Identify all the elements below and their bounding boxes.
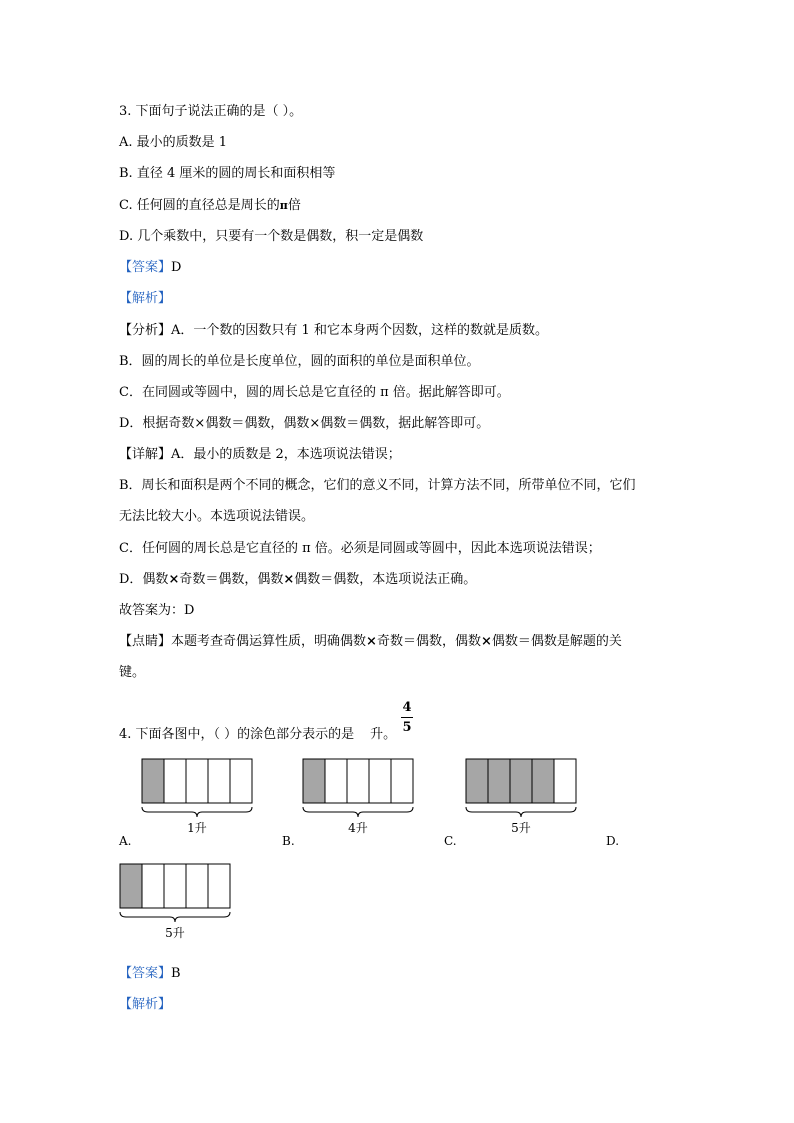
capacity-label: 4升 (348, 821, 368, 835)
curly-brace (466, 807, 576, 817)
answer-tag: 【答案】 (119, 966, 172, 981)
xiangjie-tag: 【详解】 (119, 447, 172, 462)
q4-stem (119, 727, 396, 743)
empty-cell (391, 759, 413, 803)
fraction-numerator: 4 (402, 700, 412, 715)
answer-value: D (171, 260, 182, 275)
empty-cell (164, 759, 186, 803)
q4-answer (119, 966, 181, 982)
times-symbol: × (480, 634, 492, 649)
q3-dianjing-line-1 (119, 634, 622, 650)
figure-b (302, 758, 417, 840)
empty-cell (347, 759, 369, 803)
empty-cell (164, 864, 186, 908)
option-a-label: A. (119, 834, 132, 848)
empty-cell (186, 864, 208, 908)
empty-cell (208, 864, 230, 908)
dianjing-tag: 【点睛】 (119, 634, 172, 649)
times-symbol: × (366, 634, 377, 649)
analysis-tag: 【解析】 (119, 997, 172, 1012)
q3-xiangjie-d (119, 572, 476, 588)
q3-xiangjie-a (119, 447, 401, 463)
dianjing-part-1: 本题考查奇偶运算性质，明确偶数 (171, 634, 367, 649)
q3-option-c-prefix: C. 任何圆的直径总是周长的 (119, 198, 280, 213)
curly-brace (120, 912, 230, 922)
fraction-four-fifths (400, 700, 414, 735)
shaded-cell (142, 759, 164, 803)
capacity-label: 5升 (165, 926, 185, 940)
capacity-label: 1升 (187, 821, 207, 835)
q3-fenxi-line-1 (119, 323, 548, 339)
q4-stem-prefix: 4. 下面各图中，（ ）的涂色部分表示的是 (119, 727, 355, 742)
q3-option-d: D. 几个乘数中，只要有一个数是偶数，积一定是偶数 (119, 229, 424, 244)
curly-brace (303, 807, 413, 817)
empty-cell (369, 759, 391, 803)
fraction-bar (401, 717, 413, 718)
pi-symbol: π (279, 199, 288, 212)
q3-xiangjie-b-1: B．周长和面积是两个不同的概念，它们的意义不同，计算方法不同，所带单位不同，它们 (119, 478, 636, 493)
capacity-label: 5升 (511, 821, 531, 835)
figure-d (119, 863, 234, 945)
fenxi-tag: 【分析】 (119, 323, 172, 338)
figure-a (141, 758, 256, 840)
answer-value: B (171, 966, 181, 981)
q4-stem-suffix: 升。 (370, 727, 397, 742)
times-symbol: × (168, 572, 180, 587)
figure-d-svg (119, 863, 234, 945)
empty-cell (554, 759, 576, 803)
xiangjie-d-part-3: 偶数＝偶数，本选项说法正确。 (294, 572, 477, 587)
option-c-label: C. (444, 834, 457, 848)
analysis-tag: 【解析】 (119, 291, 172, 306)
q4-analysis-tag (119, 997, 171, 1013)
dianjing-part-3: 偶数＝偶数是解题的关 (491, 634, 622, 649)
q3-option-c (119, 198, 301, 214)
empty-cell (142, 864, 164, 908)
figure-b-svg (302, 758, 417, 840)
q3-answer (119, 260, 181, 276)
xiangjie-d-part-2: 奇数＝偶数，偶数 (179, 572, 284, 587)
dianjing-part-2: 奇数＝偶数，偶数 (376, 634, 481, 649)
empty-cell (325, 759, 347, 803)
q3-fenxi-line-3: C．在同圆或等圆中，圆的周长总是它直径的 π 倍。据此解答即可。 (119, 385, 510, 400)
shaded-cell (466, 759, 488, 803)
xiangjie-d-part-1: D．偶数 (119, 572, 169, 587)
xiangjie-a-text: A．最小的质数是 2，本选项说法错误； (171, 447, 401, 462)
shaded-cell (488, 759, 510, 803)
q3-dianjing-line-2: 键。 (119, 665, 146, 680)
empty-cell (208, 759, 230, 803)
option-d-label: D. (606, 834, 620, 848)
option-b-label: B. (282, 834, 295, 848)
figure-c (465, 758, 580, 840)
shaded-cell (532, 759, 554, 803)
q3-fenxi-line-2: B．圆的周长的单位是长度单位，圆的面积的单位是面积单位。 (119, 354, 480, 369)
q3-xiangjie-b-2: 无法比较大小。本选项说法错误。 (119, 509, 315, 524)
fraction-denominator: 5 (402, 720, 412, 735)
q3-option-b: B. 直径 4 厘米的圆的周长和面积相等 (119, 166, 336, 181)
q3-xiangjie-c: C．任何圆的周长总是它直径的 π 倍。必须是同圆或等圆中，因此本选项说法错误； (119, 541, 601, 556)
empty-cell (186, 759, 208, 803)
q3-option-a: A. 最小的质数是 1 (119, 135, 228, 150)
shaded-cell (120, 864, 142, 908)
times-symbol: × (283, 572, 295, 587)
shaded-cell (303, 759, 325, 803)
q3-fenxi-line-4: D．根据奇数×偶数＝偶数，偶数×偶数＝偶数，据此解答即可。 (119, 416, 490, 431)
curly-brace (142, 807, 252, 817)
figure-c-svg (465, 758, 580, 840)
q3-analysis-tag (119, 291, 171, 307)
q3-option-c-suffix: 倍 (287, 198, 301, 213)
q3-stem: 3. 下面句子说法正确的是（ ）。 (119, 104, 303, 119)
fenxi-text-1: A．一个数的因数只有 1 和它本身两个因数，这样的数就是质数。 (171, 323, 548, 338)
empty-cell (230, 759, 252, 803)
figure-a-svg (141, 758, 256, 840)
shaded-cell (510, 759, 532, 803)
q3-conclusion: 故答案为：D (119, 603, 195, 618)
answer-tag: 【答案】 (119, 260, 172, 275)
